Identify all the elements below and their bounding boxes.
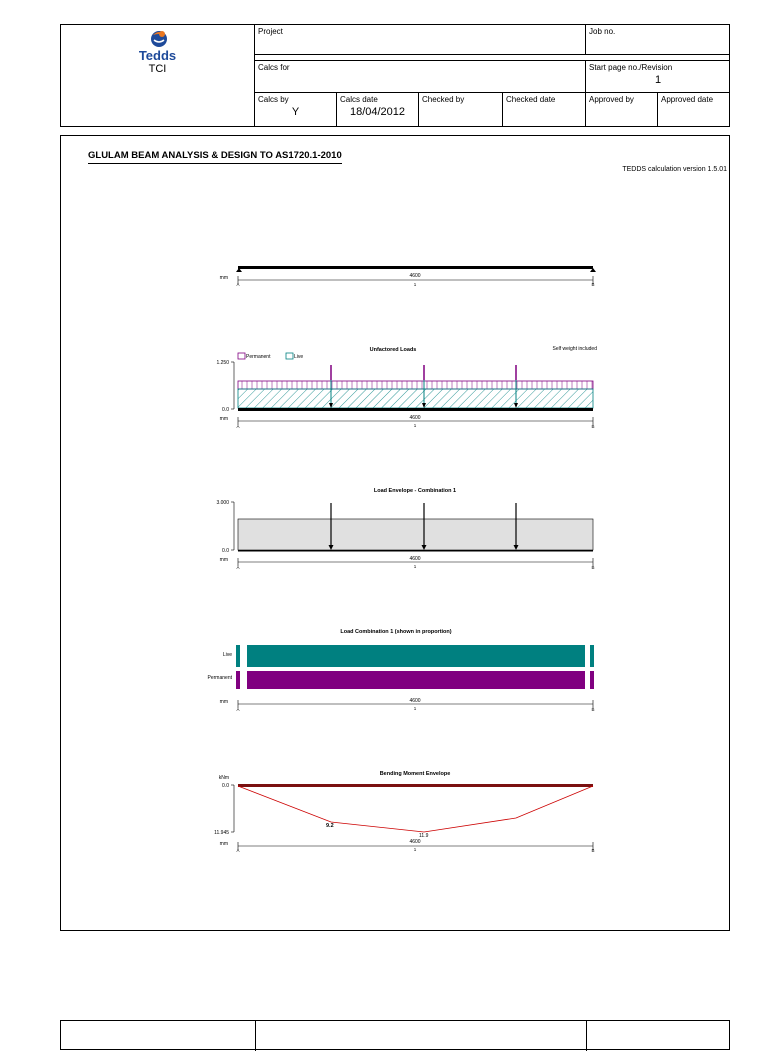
job-no-label: Job no. bbox=[589, 27, 616, 36]
next-page-header bbox=[60, 1020, 730, 1050]
unfactored-loads-diagram bbox=[216, 346, 597, 429]
unfactored-title: Unfactored Loads bbox=[369, 347, 417, 353]
beam-line bbox=[238, 408, 593, 411]
load-envelope-diagram bbox=[216, 488, 594, 570]
bending-label-mid: 11.9 bbox=[419, 833, 429, 839]
calcs-by-value: Y bbox=[291, 106, 300, 118]
calcs-by-label: Calcs by bbox=[258, 95, 289, 104]
svg-text:1: 1 bbox=[413, 423, 417, 428]
logo-name: Tedds bbox=[138, 48, 177, 63]
calcs-for-label: Calcs for bbox=[258, 63, 290, 72]
envelope-title: Load Envelope - Combination 1 bbox=[373, 488, 457, 494]
svg-text:4600: 4600 bbox=[409, 698, 421, 704]
unfactored-y-max: 1.250 bbox=[216, 360, 229, 366]
envelope-udl bbox=[238, 519, 593, 550]
support-b-label: B bbox=[591, 282, 595, 287]
approved-by-label: Approved by bbox=[589, 95, 634, 104]
span-diagram bbox=[220, 266, 596, 287]
combination-title: Load Combination 1 (shown in proportion) bbox=[340, 629, 452, 635]
live-reaction-b bbox=[590, 645, 594, 667]
start-page-label: Start page no./Revision bbox=[589, 63, 673, 72]
checked-date-label: Checked date bbox=[506, 95, 556, 104]
svg-text:A: A bbox=[236, 424, 240, 429]
bending-y-max: 11.945 bbox=[214, 830, 229, 836]
svg-text:A: A bbox=[236, 565, 240, 570]
svg-text:1: 1 bbox=[413, 847, 417, 852]
self-weight-note: Self weight included bbox=[552, 346, 597, 352]
calcs-date-label: Calcs date bbox=[340, 95, 378, 104]
calculation-version: TEDDS calculation version 1.5.01 bbox=[622, 166, 727, 173]
calcs-date-value: 18/04/2012 bbox=[349, 106, 406, 118]
svg-text:B: B bbox=[591, 848, 595, 853]
svg-text:B: B bbox=[591, 424, 595, 429]
live-udl bbox=[238, 389, 593, 408]
permanent-udl bbox=[238, 381, 593, 389]
span-length: 4600 bbox=[409, 273, 421, 279]
svg-text:1: 1 bbox=[413, 564, 417, 569]
combination-live-label: Live bbox=[222, 652, 232, 658]
load-combination-diagram bbox=[208, 629, 595, 712]
bending-label-left: 9.2 bbox=[326, 823, 334, 829]
legend-permanent-swatch bbox=[238, 353, 245, 359]
svg-text:B: B bbox=[591, 707, 595, 712]
unfactored-y-zero: 0.0 bbox=[222, 407, 229, 413]
svg-text:B: B bbox=[591, 565, 595, 570]
bending-moment-diagram bbox=[214, 771, 594, 853]
span-number: 1 bbox=[413, 282, 417, 287]
svg-text:4600: 4600 bbox=[409, 415, 421, 421]
permanent-reaction-b bbox=[590, 671, 594, 689]
svg-text:A: A bbox=[236, 707, 240, 712]
bending-title: Bending Moment Envelope bbox=[379, 771, 451, 777]
combination-permanent-label: Permanent bbox=[207, 675, 232, 681]
envelope-y-zero: 0.0 bbox=[222, 548, 229, 554]
live-load-bar bbox=[247, 645, 585, 667]
svg-text:mm: mm bbox=[219, 699, 228, 705]
svg-text:1: 1 bbox=[413, 706, 417, 711]
permanent-reaction-a bbox=[236, 671, 240, 689]
bending-unit: kNm bbox=[218, 775, 229, 781]
legend-live-swatch bbox=[286, 353, 293, 359]
approved-date-label: Approved date bbox=[661, 95, 714, 104]
live-reaction-a bbox=[236, 645, 240, 667]
bending-moment-curve bbox=[238, 786, 593, 832]
envelope-y-max: 3.000 bbox=[216, 500, 229, 506]
permanent-load-bar bbox=[247, 671, 585, 689]
start-page-value: 1 bbox=[654, 74, 662, 86]
checked-by-label: Checked by bbox=[422, 95, 465, 104]
support-a-label: A bbox=[236, 282, 240, 287]
project-label: Project bbox=[258, 27, 283, 36]
span-unit: mm bbox=[219, 275, 228, 281]
svg-text:4600: 4600 bbox=[409, 556, 421, 562]
beam-line bbox=[238, 266, 593, 269]
document-title: GLULAM BEAM ANALYSIS & DESIGN TO AS1720.1-2010 bbox=[88, 150, 342, 164]
legend-live-label: Live bbox=[294, 354, 304, 360]
svg-text:mm: mm bbox=[219, 416, 228, 422]
svg-text:4600: 4600 bbox=[409, 839, 421, 845]
legend-permanent-label: Permanent bbox=[246, 354, 271, 360]
svg-text:mm: mm bbox=[219, 557, 228, 563]
bending-y-zero: 0.0 bbox=[222, 783, 229, 789]
svg-text:A: A bbox=[236, 848, 240, 853]
bending-baseline bbox=[238, 784, 593, 787]
svg-text:mm: mm bbox=[219, 841, 228, 847]
logo-sub: TCI bbox=[148, 63, 167, 75]
